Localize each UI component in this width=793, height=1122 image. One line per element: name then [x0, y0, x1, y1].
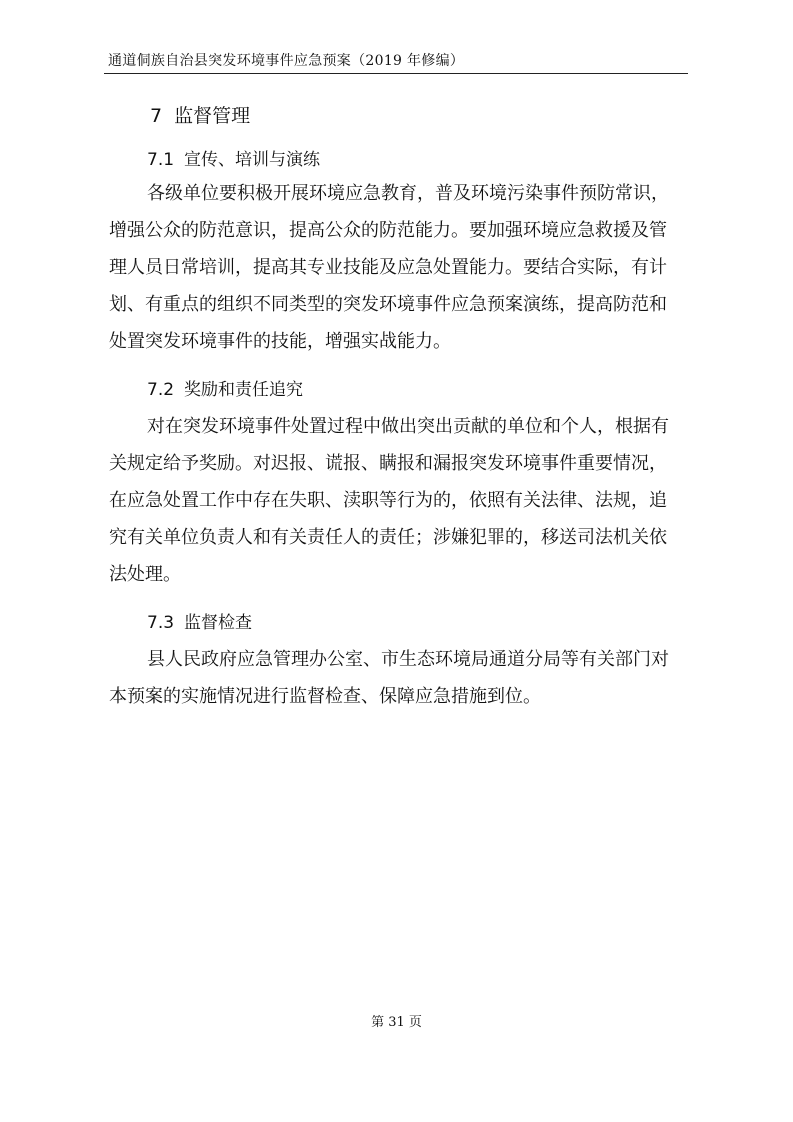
chapter-title: 监督管理 [174, 105, 251, 127]
section-heading [147, 611, 252, 635]
paragraph-line: 理人员日常培训，提高其专业技能及应急处置能力。要结合实际，有计 [109, 257, 667, 278]
paragraph-line: 各级单位要积极开展环境应急教育，普及环境污染事件预防常识， [147, 183, 669, 204]
paragraph-line: 在应急处置工作中存在失职、渎职等行为的，依照有关法律、法规，追 [109, 490, 667, 511]
chapter-number: 7 [150, 105, 163, 127]
page-number: 第 31 页 [371, 1015, 422, 1030]
paragraph-line: 关规定给予奖励。对迟报、谎报、瞒报和漏报突发环境事件重要情况， [109, 453, 667, 474]
section-number: 7.2 [147, 380, 175, 400]
header-rule [104, 73, 688, 74]
paragraph-line: 县人民政府应急管理办公室、市生态环境局通道分局等有关部门对 [147, 649, 669, 670]
paragraph-line: 对在突发环境事件处置过程中做出突出贡献的单位和个人，根据有 [147, 416, 669, 437]
section-title: 宣传、培训与演练 [184, 150, 321, 170]
running-header: 通道侗族自治县突发环境事件应急预案（2019 年修编） [108, 53, 465, 69]
section-title: 奖励和责任追究 [184, 380, 304, 400]
paragraph-line: 本预案的实施情况进行监督检查、保障应急措施到位。 [109, 686, 541, 707]
section-number: 7.1 [147, 150, 175, 170]
section-title: 监督检查 [184, 613, 253, 633]
paragraph-line: 划、有重点的组织不同类型的突发环境事件应急预案演练，提高防范和 [109, 294, 667, 315]
paragraph-line: 法处理。 [109, 564, 181, 585]
paragraph-line: 处置突发环境事件的技能，增强实战能力。 [109, 331, 451, 352]
paragraph-line: 增强公众的防范意识，提高公众的防范能力。要加强环境应急救援及管 [109, 220, 667, 241]
section-heading [147, 148, 320, 172]
section-heading [147, 378, 303, 402]
section-number: 7.3 [147, 613, 175, 633]
paragraph-line: 究有关单位负责人和有关责任人的责任；涉嫌犯罪的，移送司法机关依 [109, 527, 667, 548]
chapter-heading [150, 103, 250, 129]
